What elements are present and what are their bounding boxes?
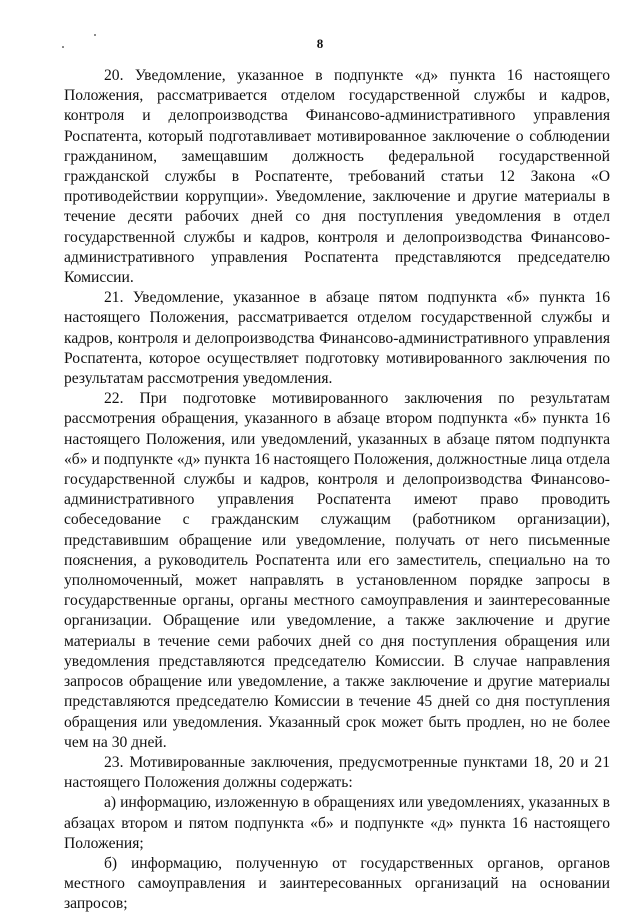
paragraph-23-b: б) информацию, полученную от государственных органов, органов местного самоуправления и заинтересованных организаций на основании запросов; <box>64 854 610 913</box>
paragraph-23-a: а) информацию, изложенную в обращениях или уведомлениях, указанных в абзацах втором и пятом подпункта «б» и подпункте «д» пункта 16 настоящего Положения; <box>64 794 610 852</box>
page-number: 8 <box>316 36 324 51</box>
paragraph-22: 22. При подготовке мотивированного заключения по результатам рассмотрения обращения, указанного в абзаце втором подпункта «б» пункта 16 настоящего Положения, или уведомлений, указанных в абзаце пятом подпункта «б» и подпункте «д» пункта 16 настоящего Положения, должностные лица отдела государственной службы и кадров, контроля и делопроизводства Финансово-административного управления Роспатента имеют право проводить собеседование с гражданским служащим (работником организации), представившим обращение или уведомление, получать от него письменные пояснения, а руководитель Роспатента или его заместитель, специально на то уполномоченный, может направлять в установленном порядке запросы в государственные органы, органы местного самоуправления и заинтересованные организации. Обращение или уведомление, а также заключение и другие материалы в течение семи рабочих дней со дня поступления обращения или уведомления представляются председателю Комиссии. В случае направления запросов обращение или уведомление, а также заключение и другие материалы представляются председателю Комиссии в течение 45 дней со дня поступления обращения или уведомления. Указанный срок может быть продлен, но не более чем на 30 дней. <box>64 390 610 751</box>
paragraph-21: 21. Уведомление, указанное в абзаце пятом подпункта «б» пункта 16 настоящего Положения, рассматривается отделом государственной службы и кадров, контроля и делопроизводства Финансово-административного управления Роспатента, которое осуществляет подготовку мотивированного заключения по результатам рассмотрения уведомления. <box>64 289 610 388</box>
paragraph-23: 23. Мотивированные заключения, предусмотренные пунктами 18, 20 и 21 настоящего Положения должны содержать: <box>64 753 610 792</box>
paragraph-20: 20. Уведомление, указанное в подпункте «д» пункта 16 настоящего Положения, рассматривается отделом государственной службы и кадров, контроля и делопроизводства Финансово-административного управления Роспатента, который подготавливает мотивированное заключение о соблюдении гражданином, замещавшим должность федеральной государственной гражданской службы в Роспатенте, требований статьи 12 Закона «О противодействии коррупции». Уведомление, заключение и другие материалы в течение десяти рабочих дней со дня поступления уведомления в отдел государственной службы и кадров, контроля и делопроизводства Финансово-административного управления Роспатента представляются председателю Комиссии. <box>64 67 610 287</box>
document-body <box>64 66 610 915</box>
